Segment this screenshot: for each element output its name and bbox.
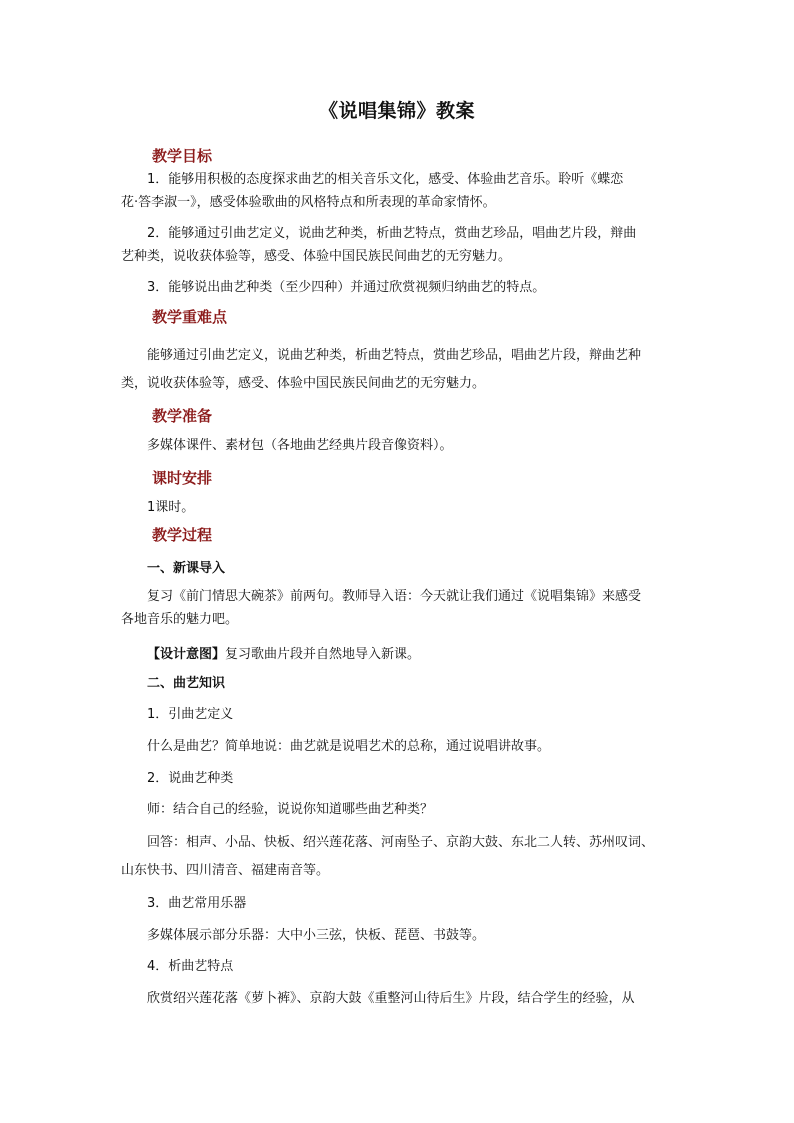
key-points-paragraph (121, 342, 687, 398)
text-line: 3．曲艺常用乐器 (147, 896, 247, 911)
text-line: 欣赏绍兴莲花落《萝卜裤》、京韵大鼓《重整河山待后生》片段，结合学生的经验，从 (147, 991, 635, 1006)
text-line: 艺种类，说收获体验等，感受、体验中国民族民间曲艺的无穷魅力。 (121, 249, 512, 264)
schedule-paragraph (121, 496, 687, 519)
text-line: 回答：相声、小品、快板、绍兴莲花落、河南坠子、京韵大鼓、东北二人转、苏州叹词、 (147, 835, 655, 850)
heading-key-points: 教学重难点 (152, 308, 228, 326)
goals-paragraph-3 (121, 276, 687, 299)
goals-paragraph-1 (121, 168, 687, 214)
heading-schedule: 课时安排 (152, 469, 213, 487)
text-line: 花·答李淑一》，感受体验歌曲的风格特点和所表现的革命家情怀。 (121, 195, 496, 210)
text-line (121, 643, 687, 666)
text-line: 各地音乐的魅力吧。 (121, 612, 239, 627)
item-2-title (121, 767, 687, 790)
text-line: 类，说收获体验等，感受、体验中国民族民间曲艺的无穷魅力。 (121, 376, 486, 391)
design-intent-tag: 【设计意图】 (147, 647, 226, 662)
item-1-title (121, 703, 687, 726)
goals-paragraph-2 (121, 222, 687, 268)
text-line: 师：结合自己的经验，说说你知道哪些曲艺种类？ (147, 802, 434, 817)
text-line: 多媒体展示部分乐器：大中小三弦，快板、琵琶、书鼓等。 (147, 928, 486, 943)
item-4-title (121, 955, 687, 978)
heading-goals: 教学目标 (152, 147, 213, 165)
text-line: 能够通过引曲艺定义，说曲艺种类，析曲艺特点，赏曲艺珍品，唱曲艺片段，辩曲艺种 (147, 348, 642, 363)
text-line: 多媒体课件、素材包（各地曲艺经典片段音像资料）。 (147, 438, 453, 453)
text-line: 3．能够说出曲艺种类（至少四种）并通过欣赏视频归纳曲艺的特点。 (147, 280, 546, 295)
item-4-text (121, 987, 687, 1010)
intro-paragraph (121, 585, 687, 631)
prep-paragraph (121, 434, 687, 457)
text-line: 1课时。 (147, 500, 195, 515)
text-line: 复习《前门情思大碗茶》前两句。教师导入语：今天就让我们通过《说唱集锦》来感受 (147, 589, 642, 604)
item-3-title (121, 892, 687, 915)
text-line: 2．能够通过引曲艺定义，说曲艺种类，析曲艺特点，赏曲艺珍品，唱曲艺片段，辩曲 (147, 226, 637, 241)
heading-prep: 教学准备 (152, 407, 213, 425)
item-1-text (121, 735, 687, 758)
design-intent-paragraph (121, 643, 687, 666)
item-2-question (121, 798, 687, 821)
design-intent-text: 复习歌曲片段并自然地导入新课。 (225, 647, 421, 662)
subheading-quyi-knowledge: 二、曲艺知识 (147, 676, 226, 691)
item-3-text (121, 924, 687, 947)
text-line: 什么是曲艺？简单地说：曲艺就是说唱艺术的总称，通过说唱讲故事。 (147, 739, 551, 754)
text-line: 4．析曲艺特点 (147, 959, 234, 974)
text-line: 山东快书、四川清音、福建南音等。 (121, 863, 330, 878)
item-2-answer (121, 829, 687, 885)
text-line: 1．引曲艺定义 (147, 707, 234, 722)
heading-process: 教学过程 (152, 526, 213, 544)
subheading-intro: 一、新课导入 (147, 561, 226, 576)
text-line: 2．说曲艺种类 (147, 771, 234, 786)
text-line: 1．能够用积极的态度探求曲艺的相关音乐文化，感受、体验曲艺音乐。聆听《蝶恋 (147, 172, 624, 187)
document-title: 《说唱集锦》教案 (318, 100, 475, 122)
